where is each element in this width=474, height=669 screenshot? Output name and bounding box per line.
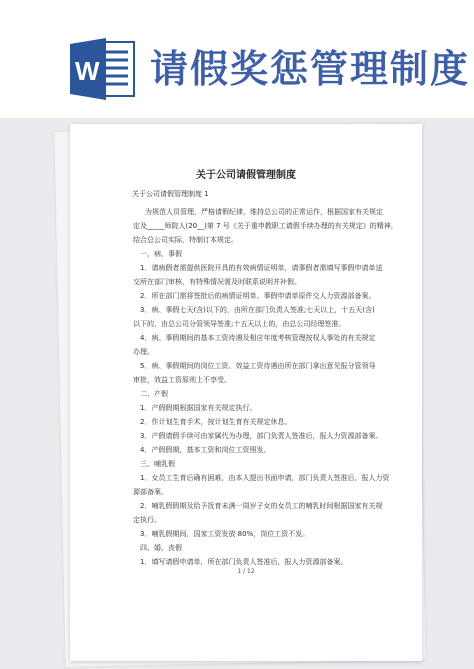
doc-line: 二、产假 xyxy=(140,390,168,398)
banner xyxy=(0,0,474,118)
doc-line: 交所在部门审核，有特殊情况需及时联系说明并补假。 xyxy=(133,278,301,286)
svg-text:W: W xyxy=(75,56,100,86)
doc-line: 2．所在部门需将签批后的病情证明单、事假申请单原件交人力资源部备案。 xyxy=(140,292,376,300)
doc-line: 关于公司请假管理制度 1 xyxy=(132,190,209,198)
word-icon xyxy=(70,34,136,104)
doc-line: 三、哺乳假 xyxy=(140,460,175,468)
doc-line: 四、婚、丧假 xyxy=(140,544,182,552)
doc-line: 为规范人员管理，严格请假纪律，维持总公司的正常运作，根据国家有关规定 xyxy=(145,208,383,216)
doc-line: 办理。 xyxy=(133,348,154,356)
doc-line: 3．哺乳假期间，国家工资发放 80%，岗位工资不发。 xyxy=(140,530,310,538)
document-title: 关于公司请假管理制度 xyxy=(196,170,296,181)
doc-line: 2．哺乳假假期及给予抚育未满一周岁子女的女员工的哺乳时间根据国家有关规 xyxy=(140,502,383,510)
doc-line: 一、病、事假 xyxy=(140,250,182,258)
page-number: 1 / 12 xyxy=(237,568,255,575)
banner-title: 请假奖惩管理制度 xyxy=(150,47,471,91)
doc-line: 1．女员工生育后确有困难，由本人提出书面申请，部门负责人签准后，报人力资 xyxy=(140,474,390,482)
doc-line: 4．产假假期，基本工资和岗位工资照发。 xyxy=(140,446,271,454)
doc-line: 结合总公司实际，特制订本规定。 xyxy=(133,236,238,244)
doc-line: 1．请病假者需提供医院开具的有效病情证明单，请事假者需填写事假申请单送 xyxy=(140,264,383,272)
doc-line: 3．产假请假手续可由家属代为办理，部门负责人签准后，报人力资源部备案。 xyxy=(140,432,383,440)
doc-line: 定及_____师院人(20__)第 7 号《关于重申教职工请假手续办理的有关规定》的精神， xyxy=(133,222,398,230)
doc-line: 定执行。 xyxy=(133,516,161,524)
doc-line: 4．病、事假期间的基本工资待遇及相应年度考核管理按权人事处的有关规定 xyxy=(140,334,376,342)
document-page xyxy=(70,124,422,661)
doc-line: 1．产假假期根据国家有关规定执行。 xyxy=(140,404,257,412)
doc-line: 3．病、事假七天(含)以下的，由所在部门负责人签准;七天以上，十五天(含) xyxy=(140,306,375,314)
doc-line: 5．病、事假期间的岗位工资、效益工资待遇由所在部门拿出意见报分管领导 xyxy=(140,362,376,370)
doc-line: 1．填写请假申请单，所在部门负责人签准后，报人力资源部备案。 xyxy=(140,558,348,566)
doc-line: 源部备案。 xyxy=(133,488,168,496)
doc-line: 以下的，由总公司分管领导签准;十五天以上的，由总公司经理签准。 xyxy=(133,320,346,328)
doc-line: 审批，效益工资原则上不享受。 xyxy=(133,376,231,384)
doc-line: 2．作计划生育手术，按计划生育有关规定休息。 xyxy=(140,418,292,426)
